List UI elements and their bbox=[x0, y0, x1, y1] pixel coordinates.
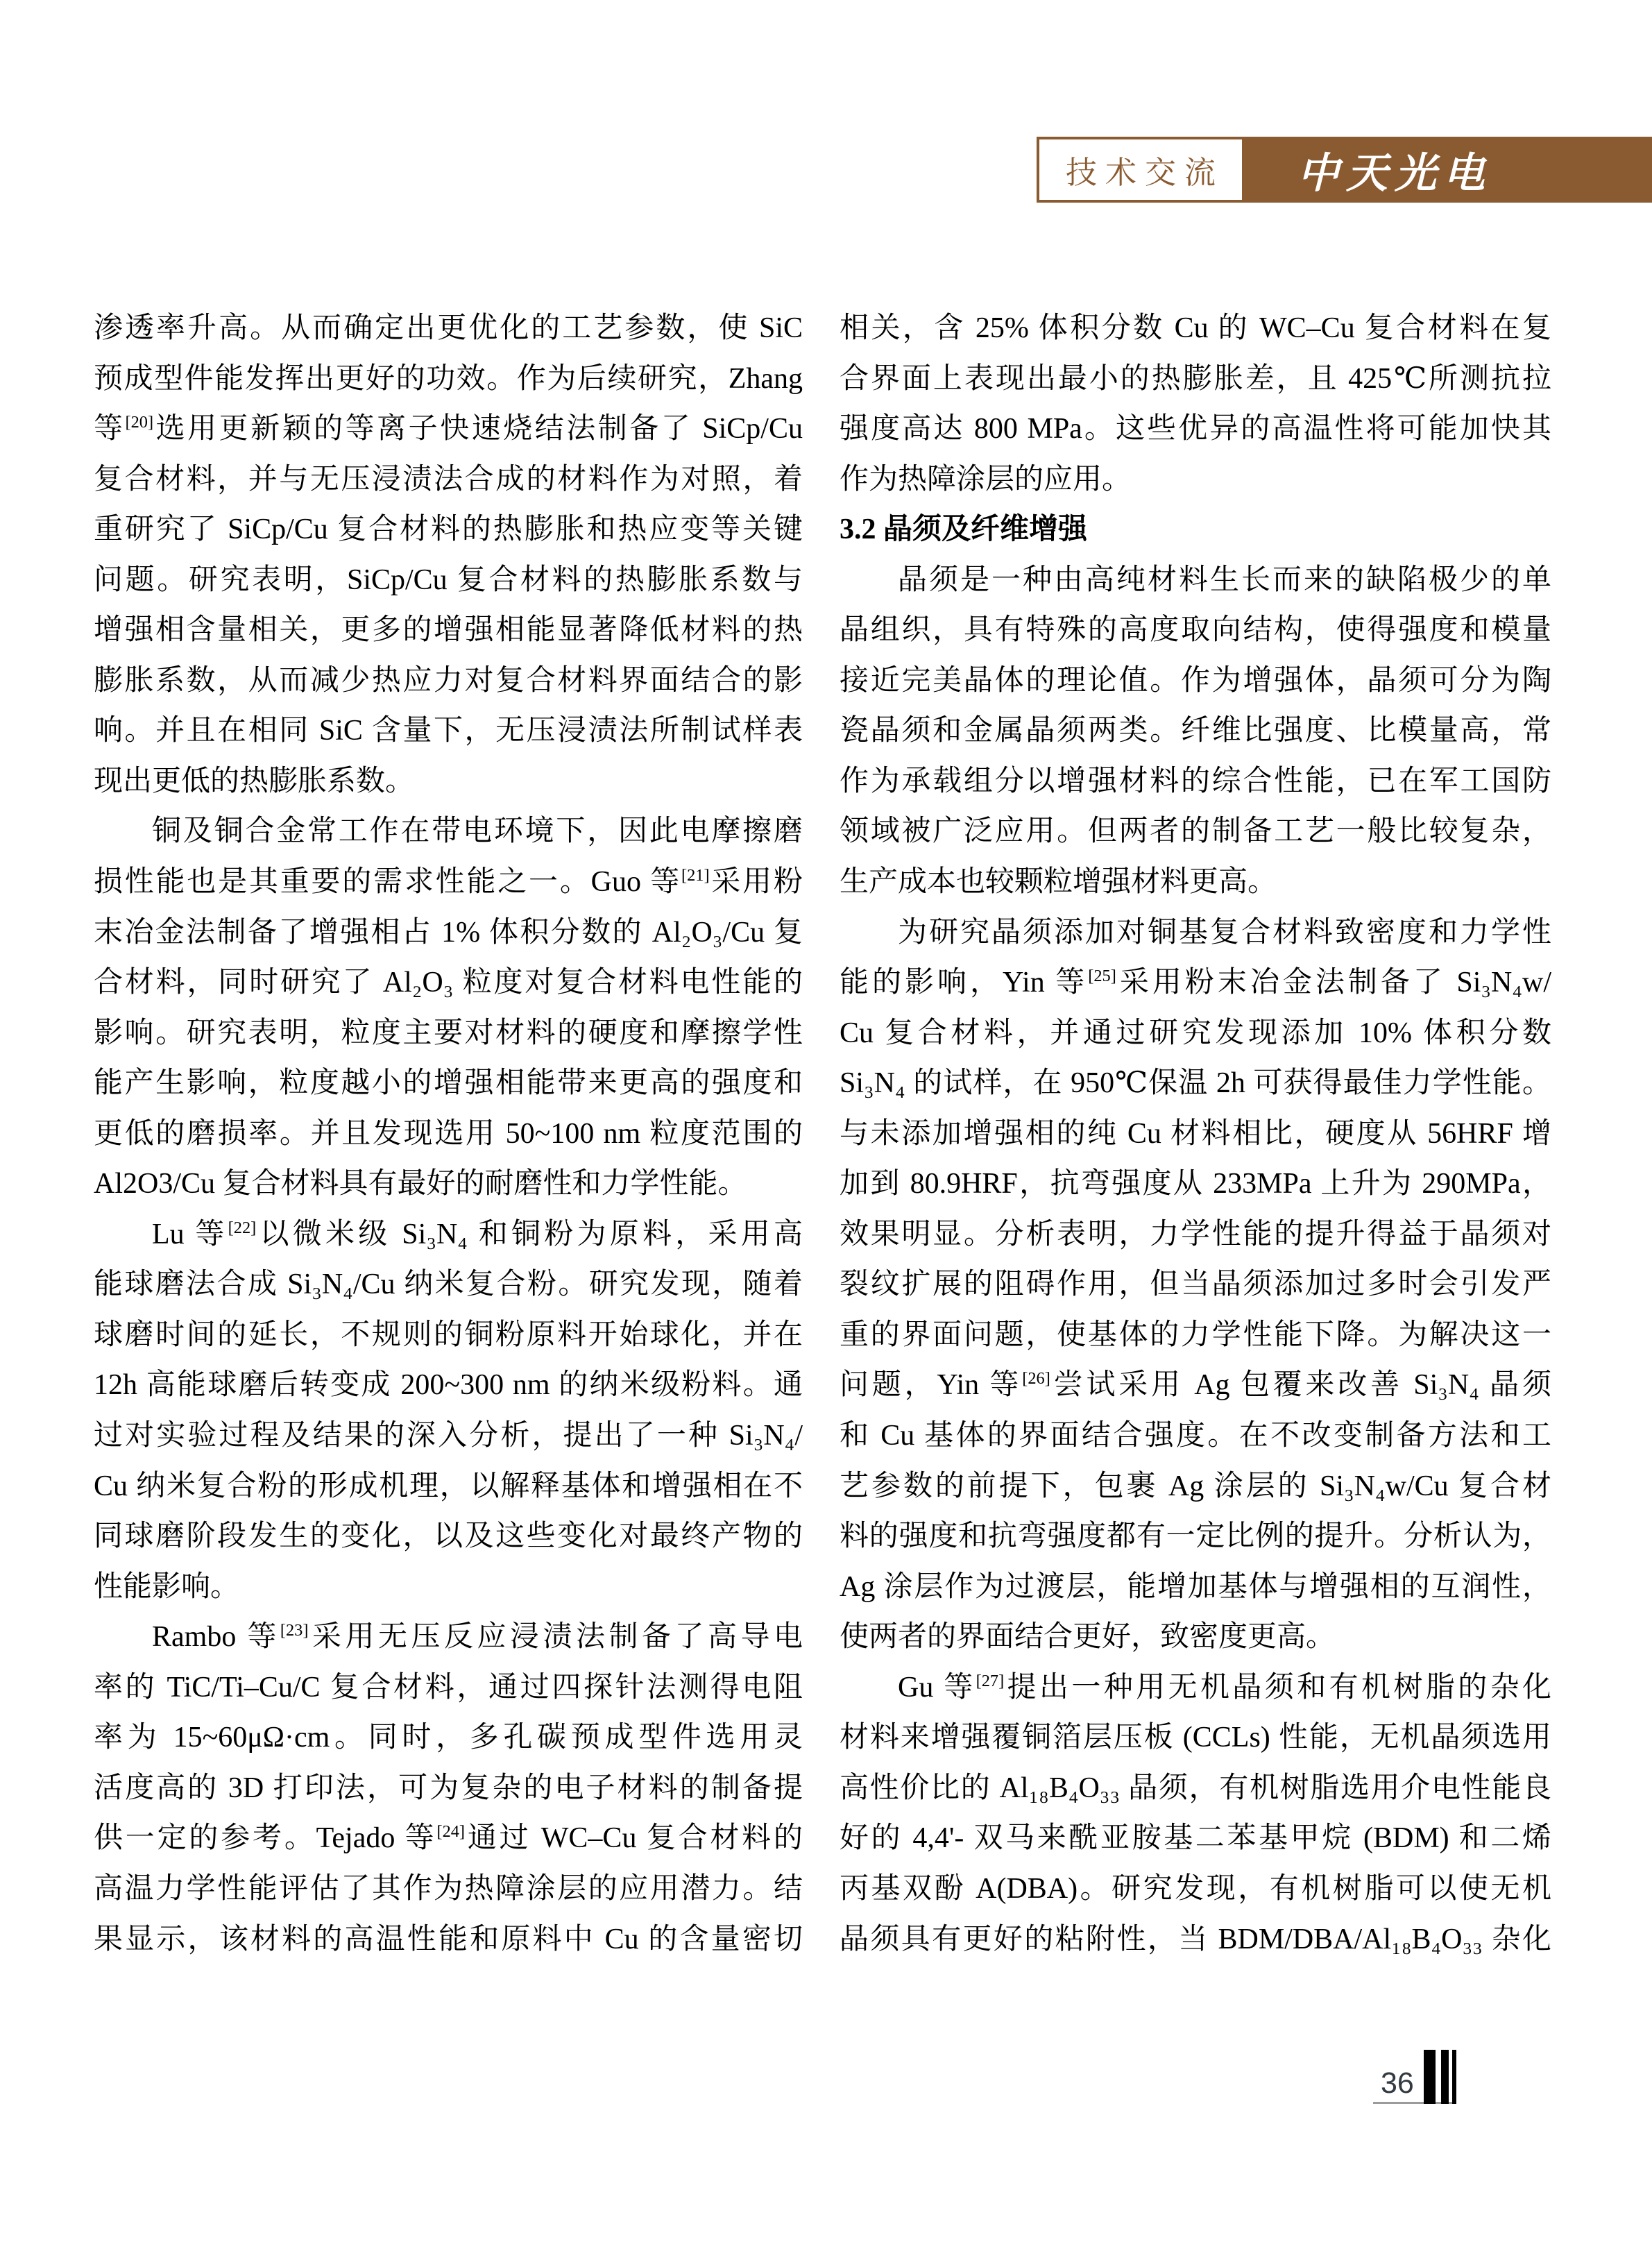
text-line: Cu 纳米复合粉的形成机理，以解释基体和增强相在不 bbox=[94, 1470, 803, 1502]
text-line: 铜及铜合金常工作在带电环境下，因此电摩擦磨 bbox=[152, 815, 803, 848]
text-line: 复合材料，并与无压浸渍法合成的材料作为对照，着 bbox=[94, 463, 803, 495]
text-line: Al2O3/Cu 复合材料具有最好的耐磨性和力学性能。 bbox=[94, 1168, 747, 1200]
section-label-box bbox=[1037, 137, 1245, 203]
text-line: 损性能也是其重要的需求性能之一。Guo 等[21]采用粉 bbox=[94, 866, 803, 899]
text-line: 问题，Yin 等[26]尝试采用 Ag 包覆来改善 Si₃N₄ 晶须 bbox=[840, 1369, 1551, 1402]
text-line: Lu 等[22]以微米级 Si₃N₄ 和铜粉为原料，采用高 bbox=[152, 1218, 803, 1250]
text-line: 渗透率升高。从而确定出更优化的工艺参数，使 SiC bbox=[94, 312, 803, 344]
page-number: 36 bbox=[1381, 2066, 1414, 2100]
text-line: 瓷晶须和金属晶须两类。纤维比强度、比模量高，常 bbox=[840, 715, 1551, 747]
text-line: Cu 复合材料，并通过研究发现添加 10% 体积分数 bbox=[840, 1017, 1551, 1049]
text-line: 作为承载组分以增强材料的综合性能，已在军工国防 bbox=[840, 765, 1551, 797]
text-line: 好的 4,4'- 双马来酰亚胺基二苯基甲烷 (BDM) 和二烯 bbox=[840, 1822, 1551, 1855]
text-line: 接近完美晶体的理论值。作为增强体，晶须可分为陶 bbox=[840, 664, 1551, 697]
text-line: 和 Cu 基体的界面结合强度。在不改变制备方法和工 bbox=[840, 1420, 1551, 1452]
text-line: 晶须是一种由高纯材料生长而来的缺陷极少的单 bbox=[898, 563, 1551, 596]
footer-bars-icon bbox=[1424, 2050, 1457, 2104]
left-column bbox=[94, 303, 803, 1964]
text-line: 料的强度和抗弯强度都有一定比例的提升。分析认为， bbox=[840, 1520, 1551, 1553]
text-line: 合材料，同时研究了 Al₂O₃ 粒度对复合材料电性能的 bbox=[94, 967, 803, 999]
footer-bar bbox=[1452, 2050, 1456, 2104]
text-line: 性能影响。 bbox=[94, 1570, 240, 1603]
text-line: 能产生影响，粒度越小的增强相能带来更高的强度和 bbox=[94, 1067, 803, 1100]
text-line: 材料来增强覆铜箔层压板 (CCLs) 性能，无机晶须选用 bbox=[840, 1722, 1551, 1754]
text-line: 响。并且在相同 SiC 含量下，无压浸渍法所制试样表 bbox=[94, 715, 803, 747]
text-line: 果显示，该材料的高温性能和原料中 Cu 的含量密切 bbox=[94, 1923, 803, 1955]
text-line: 等[20]选用更新颖的等离子快速烧结法制备了 SiCp/Cu bbox=[94, 413, 803, 445]
text-line: 预成型件能发挥出更好的功效。作为后续研究，Zhang bbox=[94, 362, 803, 395]
text-line: 活度高的 3D 打印法，可为复杂的电子材料的制备提 bbox=[94, 1772, 803, 1804]
text-line: 作为热障涂层的应用。 bbox=[840, 463, 1132, 495]
text-line: 晶组织，具有特殊的高度取向结构，使得强度和模量 bbox=[840, 614, 1551, 647]
section-heading: 3.2 晶须及纤维增强 bbox=[840, 513, 1088, 546]
right-column bbox=[840, 303, 1551, 1964]
text-line: 末冶金法制备了增强相占 1% 体积分数的 Al₂O₃/Cu 复 bbox=[94, 916, 803, 949]
text-line: 影响。研究表明，粒度主要对材料的硬度和摩擦学性 bbox=[94, 1017, 803, 1049]
text-line: 球磨时间的延长，不规则的铜粉原料开始球化，并在 bbox=[94, 1318, 803, 1351]
text-line: 高温力学性能评估了其作为热障涂层的应用潜力。结 bbox=[94, 1872, 803, 1905]
text-line: 重研究了 SiCp/Cu 复合材料的热膨胀和热应变等关键 bbox=[94, 513, 803, 546]
text-line: 高性价比的 Al₁₈B₄O₃₃ 晶须，有机树脂选用介电性能良 bbox=[840, 1772, 1551, 1804]
brand-bar bbox=[1245, 137, 1652, 203]
text-line: 领域被广泛应用。但两者的制备工艺一般比较复杂， bbox=[840, 815, 1551, 848]
text-line: 艺参数的前提下，包裹 Ag 涂层的 Si₃N₄w/Cu 复合材 bbox=[840, 1470, 1551, 1502]
text-line: 现出更低的热膨胀系数。 bbox=[94, 765, 415, 797]
text-line: 为研究晶须添加对铜基复合材料致密度和力学性 bbox=[898, 916, 1551, 949]
text-line: 率的 TiC/Ti–Cu/C 复合材料，通过四探针法测得电阻 bbox=[94, 1671, 803, 1704]
text-line: 合界面上表现出最小的热膨胀差，且 425℃所测抗拉 bbox=[840, 362, 1551, 395]
text-line: 重的界面问题，使基体的力学性能下降。为解决这一 bbox=[840, 1318, 1551, 1351]
text-line: 增强相含量相关，更多的增强相能显著降低材料的热 bbox=[94, 614, 803, 647]
text-line: 效果明显。分析表明，力学性能的提升得益于晶须对 bbox=[840, 1218, 1551, 1250]
text-line: 裂纹扩展的阻碍作用，但当晶须添加过多时会引发严 bbox=[840, 1268, 1551, 1301]
text-line: 丙基双酚 A(DBA)。研究发现，有机树脂可以使无机 bbox=[840, 1872, 1551, 1905]
footer-bar bbox=[1424, 2050, 1436, 2104]
text-line: Gu 等[27]提出一种用无机晶须和有机树脂的杂化 bbox=[898, 1671, 1551, 1704]
text-line: Rambo 等[23]采用无压反应浸渍法制备了高导电 bbox=[152, 1621, 803, 1654]
text-line: 加到 80.9HRF，抗弯强度从 233MPa 上升为 290MPa， bbox=[840, 1168, 1551, 1200]
section-label: 技术交流 bbox=[1065, 155, 1224, 190]
brand-logo: 中天光电 bbox=[1297, 150, 1492, 196]
text-line: 供一定的参考。Tejado 等[24]通过 WC–Cu 复合材料的 bbox=[94, 1822, 803, 1855]
text-line: 更低的磨损率。并且发现选用 50~100 nm 粒度范围的 bbox=[94, 1117, 803, 1150]
text-line: 膨胀系数，从而减少热应力对复合材料界面结合的影 bbox=[94, 664, 803, 697]
text-line: 能的影响，Yin 等[25]采用粉末冶金法制备了 Si₃N₄w/ bbox=[840, 967, 1551, 999]
text-line: 生产成本也较颗粒增强材料更高。 bbox=[840, 866, 1277, 899]
text-line: 使两者的界面结合更好，致密度更高。 bbox=[840, 1621, 1336, 1654]
text-line: Si₃N₄ 的试样，在 950℃保温 2h 可获得最佳力学性能。 bbox=[840, 1067, 1551, 1100]
text-line: Ag 涂层作为过渡层，能增加基体与增强相的互润性， bbox=[840, 1570, 1551, 1603]
text-line: 相关，含 25% 体积分数 Cu 的 WC–Cu 复合材料在复 bbox=[840, 312, 1551, 344]
text-line: 能球磨法合成 Si₃N₄/Cu 纳米复合粉。研究发现，随着 bbox=[94, 1268, 803, 1301]
text-line: 晶须具有更好的粘附性，当 BDM/DBA/Al₁₈B₄O₃₃ 杂化 bbox=[840, 1923, 1551, 1955]
text-line: 率为 15~60μΩ·cm。同时，多孔碳预成型件选用灵 bbox=[94, 1722, 803, 1754]
footer-bar bbox=[1441, 2050, 1449, 2104]
text-line: 强度高达 800 MPa。这些优异的高温性将可能加快其 bbox=[840, 413, 1551, 445]
text-line: 与未添加增强相的纯 Cu 材料相比，硬度从 56HRF 增 bbox=[840, 1117, 1551, 1150]
text-line: 12h 高能球磨后转变成 200~300 nm 的纳米级粉料。通 bbox=[94, 1369, 803, 1402]
text-line: 过对实验过程及结果的深入分析，提出了一种 Si₃N₄/ bbox=[94, 1420, 803, 1452]
text-line: 问题。研究表明，SiCp/Cu 复合材料的热膨胀系数与 bbox=[94, 563, 803, 596]
text-line: 同球磨阶段发生的变化，以及这些变化对最终产物的 bbox=[94, 1520, 803, 1553]
